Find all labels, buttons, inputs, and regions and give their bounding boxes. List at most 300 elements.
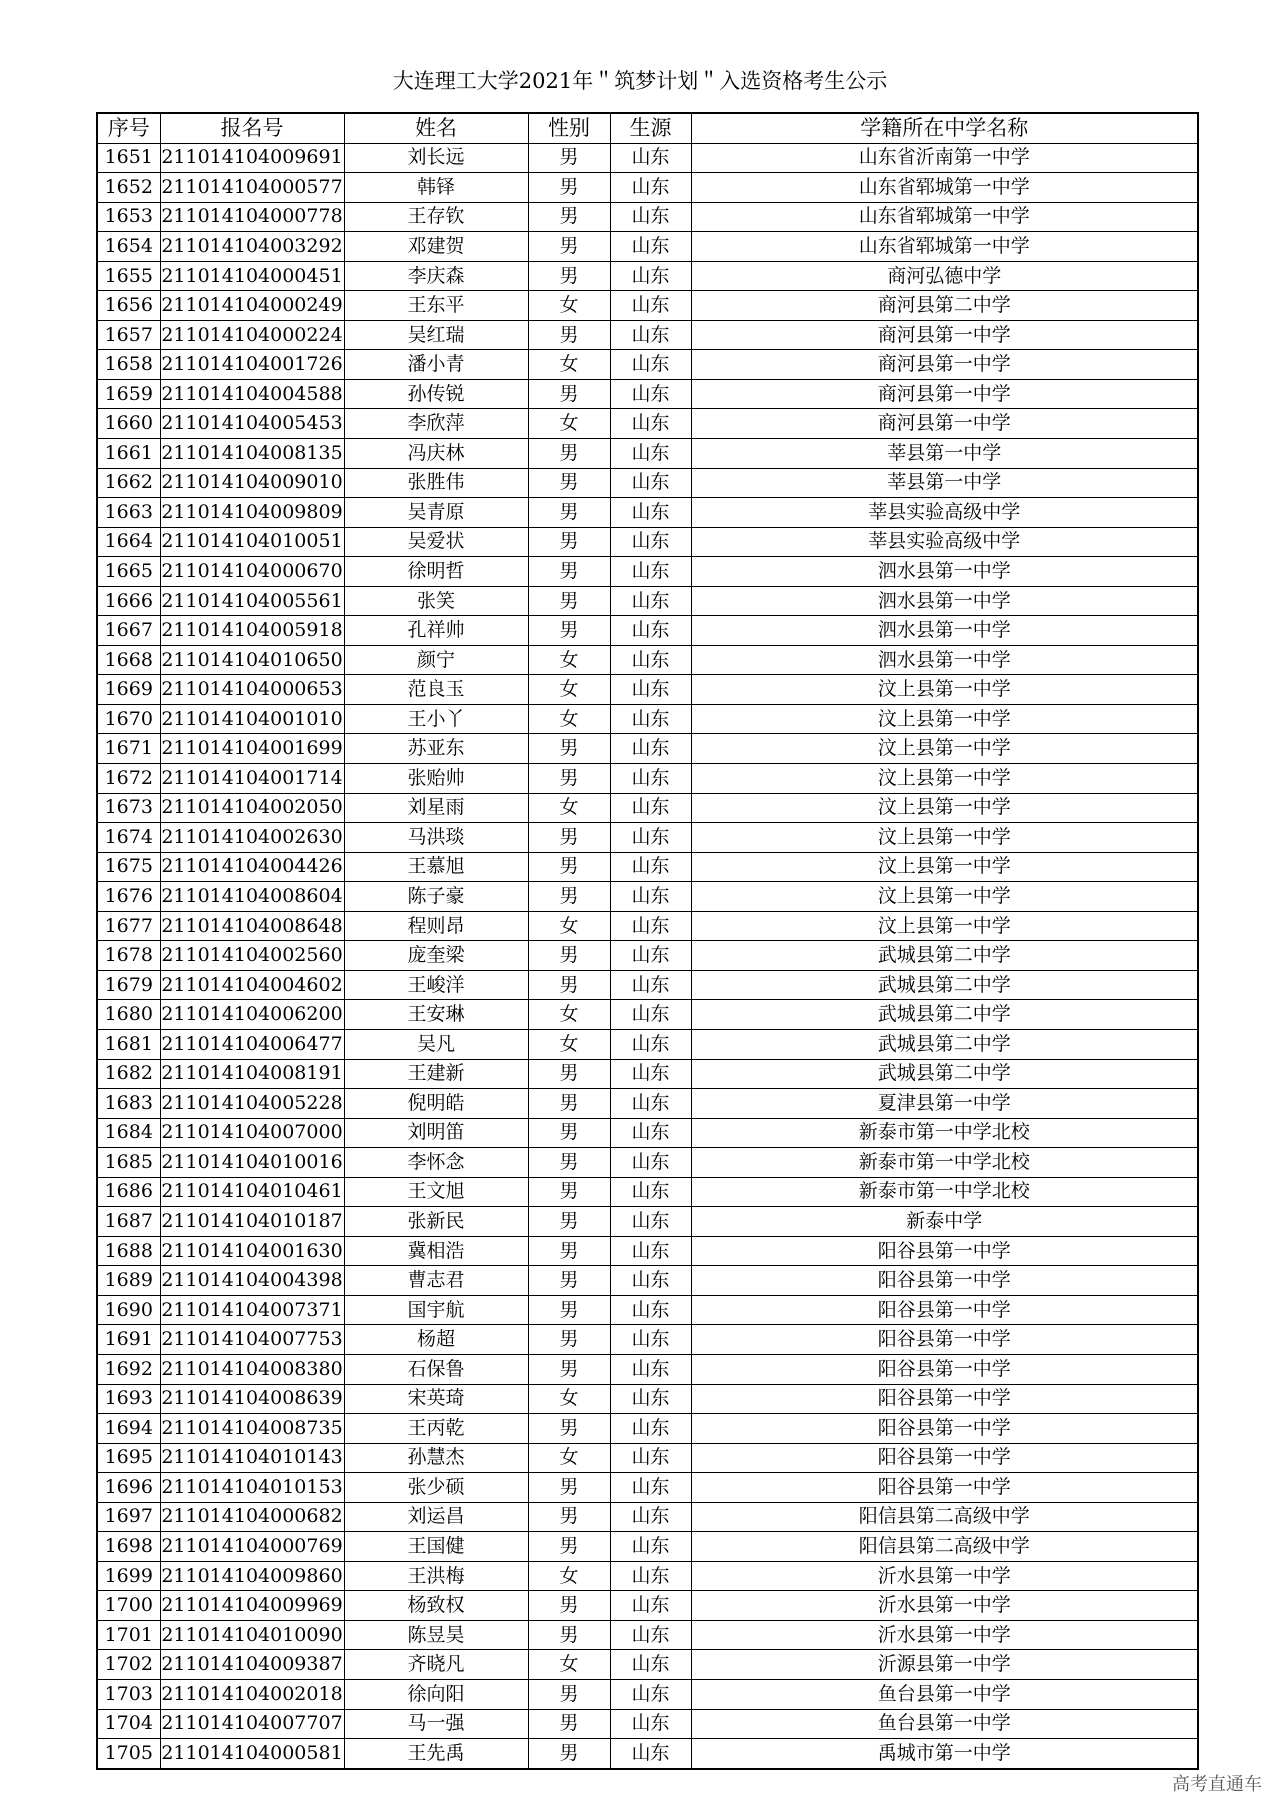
cell-origin: 山东	[610, 143, 691, 173]
cell-school: 武城县第二中学	[691, 1059, 1198, 1089]
cell-name: 王洪梅	[344, 1561, 528, 1591]
cell-school: 莘县实验高级中学	[691, 527, 1198, 557]
cell-name: 范良玉	[344, 675, 528, 705]
table-row	[97, 498, 1198, 528]
cell-school: 新泰市第一中学北校	[691, 1177, 1198, 1207]
table-row	[97, 1414, 1198, 1444]
cell-name: 王小丫	[344, 704, 528, 734]
cell-school: 阳谷县第一中学	[691, 1443, 1198, 1473]
table-row	[97, 823, 1198, 853]
cell-registration-no: 211014104000581	[160, 1739, 344, 1769]
cell-index: 1689	[97, 1266, 160, 1296]
cell-registration-no: 211014104007753	[160, 1325, 344, 1355]
cell-origin: 山东	[610, 498, 691, 528]
table-row	[97, 675, 1198, 705]
cell-registration-no: 211014104008135	[160, 439, 344, 469]
student-table	[96, 112, 1199, 1770]
cell-index: 1696	[97, 1473, 160, 1503]
cell-school: 汶上县第一中学	[691, 704, 1198, 734]
page-title: 大连理工大学2021年＂筑梦计划＂入选资格考生公示	[392, 69, 888, 93]
cell-origin: 山东	[610, 1029, 691, 1059]
cell-gender: 男	[528, 1620, 610, 1650]
cell-gender: 男	[528, 1532, 610, 1562]
cell-name: 张新民	[344, 1207, 528, 1237]
col-header-gender: 性别	[528, 113, 610, 143]
cell-gender: 男	[528, 941, 610, 971]
cell-gender: 男	[528, 498, 610, 528]
cell-index: 1702	[97, 1650, 160, 1680]
cell-name: 王建新	[344, 1059, 528, 1089]
cell-school: 沂水县第一中学	[691, 1591, 1198, 1621]
cell-registration-no: 211014104007000	[160, 1118, 344, 1148]
cell-gender: 女	[528, 1029, 610, 1059]
cell-school: 鱼台县第一中学	[691, 1709, 1198, 1739]
cell-name: 刘星雨	[344, 793, 528, 823]
cell-index: 1664	[97, 527, 160, 557]
cell-origin: 山东	[610, 941, 691, 971]
cell-school: 沂水县第一中学	[691, 1620, 1198, 1650]
cell-registration-no: 211014104008380	[160, 1354, 344, 1384]
cell-origin: 山东	[610, 1532, 691, 1562]
table-row	[97, 409, 1198, 439]
table-row	[97, 1532, 1198, 1562]
cell-gender: 男	[528, 1679, 610, 1709]
cell-school: 汶上县第一中学	[691, 882, 1198, 912]
cell-gender: 女	[528, 645, 610, 675]
cell-name: 倪明皓	[344, 1089, 528, 1119]
cell-index: 1688	[97, 1236, 160, 1266]
cell-index: 1658	[97, 350, 160, 380]
cell-school: 阳谷县第一中学	[691, 1414, 1198, 1444]
cell-index: 1666	[97, 586, 160, 616]
cell-name: 宋英琦	[344, 1384, 528, 1414]
cell-gender: 女	[528, 1000, 610, 1030]
cell-registration-no: 211014104000249	[160, 291, 344, 321]
cell-gender: 男	[528, 1591, 610, 1621]
table-row	[97, 557, 1198, 587]
cell-index: 1655	[97, 261, 160, 291]
cell-origin: 山东	[610, 1148, 691, 1178]
cell-registration-no: 211014104009809	[160, 498, 344, 528]
cell-gender: 男	[528, 734, 610, 764]
cell-name: 石保鲁	[344, 1354, 528, 1384]
cell-registration-no: 211014104002630	[160, 823, 344, 853]
cell-origin: 山东	[610, 970, 691, 1000]
cell-gender: 女	[528, 1561, 610, 1591]
cell-origin: 山东	[610, 1266, 691, 1296]
cell-name: 冯庆林	[344, 439, 528, 469]
table-row	[97, 202, 1198, 232]
cell-name: 潘小青	[344, 350, 528, 380]
table-row	[97, 1679, 1198, 1709]
table-row	[97, 1620, 1198, 1650]
cell-school: 阳信县第二高级中学	[691, 1502, 1198, 1532]
cell-origin: 山东	[610, 320, 691, 350]
cell-registration-no: 211014104005453	[160, 409, 344, 439]
cell-index: 1695	[97, 1443, 160, 1473]
cell-gender: 女	[528, 911, 610, 941]
cell-school: 商河县第一中学	[691, 320, 1198, 350]
table-row	[97, 1384, 1198, 1414]
cell-origin: 山东	[610, 1236, 691, 1266]
cell-origin: 山东	[610, 1089, 691, 1119]
cell-registration-no: 211014104010650	[160, 645, 344, 675]
cell-index: 1698	[97, 1532, 160, 1562]
cell-registration-no: 211014104008735	[160, 1414, 344, 1444]
cell-name: 张少硕	[344, 1473, 528, 1503]
cell-origin: 山东	[610, 911, 691, 941]
cell-origin: 山东	[610, 675, 691, 705]
table-row	[97, 645, 1198, 675]
table-row	[97, 468, 1198, 498]
cell-index: 1690	[97, 1295, 160, 1325]
cell-gender: 男	[528, 764, 610, 794]
table-row	[97, 970, 1198, 1000]
cell-registration-no: 211014104006200	[160, 1000, 344, 1030]
cell-registration-no: 211014104010016	[160, 1148, 344, 1178]
cell-school: 武城县第二中学	[691, 1029, 1198, 1059]
cell-school: 阳谷县第一中学	[691, 1236, 1198, 1266]
cell-origin: 山东	[610, 1739, 691, 1769]
cell-school: 汶上县第一中学	[691, 911, 1198, 941]
cell-name: 孔祥帅	[344, 616, 528, 646]
table-row	[97, 261, 1198, 291]
cell-school: 汶上县第一中学	[691, 852, 1198, 882]
cell-name: 王慕旭	[344, 852, 528, 882]
cell-school: 泗水县第一中学	[691, 616, 1198, 646]
cell-origin: 山东	[610, 882, 691, 912]
cell-name: 国宇航	[344, 1295, 528, 1325]
cell-registration-no: 211014104005228	[160, 1089, 344, 1119]
col-header-school: 学籍所在中学名称	[691, 113, 1198, 143]
cell-gender: 女	[528, 1384, 610, 1414]
cell-gender: 男	[528, 1739, 610, 1769]
cell-gender: 女	[528, 350, 610, 380]
cell-origin: 山东	[610, 764, 691, 794]
cell-gender: 男	[528, 261, 610, 291]
cell-origin: 山东	[610, 350, 691, 380]
table-row	[97, 1207, 1198, 1237]
cell-gender: 男	[528, 557, 610, 587]
cell-index: 1699	[97, 1561, 160, 1591]
cell-origin: 山东	[610, 1354, 691, 1384]
cell-school: 莘县第一中学	[691, 439, 1198, 469]
cell-origin: 山东	[610, 1561, 691, 1591]
cell-index: 1675	[97, 852, 160, 882]
cell-index: 1662	[97, 468, 160, 498]
table-row	[97, 527, 1198, 557]
cell-registration-no: 211014104000769	[160, 1532, 344, 1562]
cell-registration-no: 211014104010090	[160, 1620, 344, 1650]
cell-index: 1682	[97, 1059, 160, 1089]
cell-school: 阳谷县第一中学	[691, 1325, 1198, 1355]
cell-origin: 山东	[610, 202, 691, 232]
table-row	[97, 439, 1198, 469]
cell-school: 商河县第一中学	[691, 409, 1198, 439]
cell-gender: 男	[528, 1177, 610, 1207]
cell-origin: 山东	[610, 1443, 691, 1473]
cell-name: 张笑	[344, 586, 528, 616]
table-row	[97, 911, 1198, 941]
cell-index: 1677	[97, 911, 160, 941]
table-row	[97, 1029, 1198, 1059]
cell-gender: 女	[528, 409, 610, 439]
cell-name: 张胜伟	[344, 468, 528, 498]
cell-registration-no: 211014104000224	[160, 320, 344, 350]
cell-origin: 山东	[610, 586, 691, 616]
cell-name: 陈子豪	[344, 882, 528, 912]
cell-gender: 女	[528, 1443, 610, 1473]
table-row	[97, 1000, 1198, 1030]
table-row	[97, 1295, 1198, 1325]
cell-school: 夏津县第一中学	[691, 1089, 1198, 1119]
cell-name: 邓建贺	[344, 232, 528, 262]
cell-origin: 山东	[610, 409, 691, 439]
cell-index: 1671	[97, 734, 160, 764]
cell-school: 汶上县第一中学	[691, 823, 1198, 853]
table-row	[97, 616, 1198, 646]
cell-registration-no: 211014104009969	[160, 1591, 344, 1621]
cell-registration-no: 211014104000682	[160, 1502, 344, 1532]
cell-name: 王先禹	[344, 1739, 528, 1769]
cell-school: 新泰中学	[691, 1207, 1198, 1237]
cell-school: 商河县第一中学	[691, 350, 1198, 380]
table-row	[97, 941, 1198, 971]
cell-gender: 男	[528, 1236, 610, 1266]
cell-origin: 山东	[610, 1414, 691, 1444]
cell-registration-no: 211014104008604	[160, 882, 344, 912]
cell-index: 1701	[97, 1620, 160, 1650]
cell-gender: 女	[528, 704, 610, 734]
cell-origin: 山东	[610, 261, 691, 291]
cell-registration-no: 211014104009691	[160, 143, 344, 173]
cell-index: 1700	[97, 1591, 160, 1621]
cell-gender: 男	[528, 379, 610, 409]
cell-index: 1676	[97, 882, 160, 912]
cell-registration-no: 211014104001630	[160, 1236, 344, 1266]
cell-gender: 女	[528, 793, 610, 823]
cell-name: 颜宁	[344, 645, 528, 675]
cell-school: 商河县第一中学	[691, 379, 1198, 409]
cell-index: 1697	[97, 1502, 160, 1532]
cell-school: 武城县第二中学	[691, 941, 1198, 971]
cell-name: 刘运昌	[344, 1502, 528, 1532]
cell-gender: 男	[528, 202, 610, 232]
cell-registration-no: 211014104000451	[160, 261, 344, 291]
cell-registration-no: 211014104001010	[160, 704, 344, 734]
cell-origin: 山东	[610, 1502, 691, 1532]
cell-origin: 山东	[610, 616, 691, 646]
cell-gender: 男	[528, 527, 610, 557]
table-row	[97, 1473, 1198, 1503]
cell-gender: 男	[528, 1295, 610, 1325]
cell-registration-no: 211014104007371	[160, 1295, 344, 1325]
cell-school: 阳谷县第一中学	[691, 1354, 1198, 1384]
cell-name: 庞奎梁	[344, 941, 528, 971]
cell-origin: 山东	[610, 1473, 691, 1503]
cell-school: 阳谷县第一中学	[691, 1295, 1198, 1325]
col-header-name: 姓名	[344, 113, 528, 143]
cell-registration-no: 211014104000577	[160, 173, 344, 203]
cell-registration-no: 211014104008191	[160, 1059, 344, 1089]
cell-name: 程则昂	[344, 911, 528, 941]
cell-gender: 男	[528, 1502, 610, 1532]
cell-index: 1681	[97, 1029, 160, 1059]
cell-origin: 山东	[610, 291, 691, 321]
table-row	[97, 764, 1198, 794]
cell-registration-no: 211014104004588	[160, 379, 344, 409]
cell-gender: 男	[528, 439, 610, 469]
table-row	[97, 852, 1198, 882]
col-header-origin: 生源	[610, 113, 691, 143]
cell-origin: 山东	[610, 1384, 691, 1414]
cell-school: 汶上县第一中学	[691, 764, 1198, 794]
cell-registration-no: 211014104009010	[160, 468, 344, 498]
cell-name: 李怀念	[344, 1148, 528, 1178]
cell-origin: 山东	[610, 1295, 691, 1325]
cell-name: 徐明哲	[344, 557, 528, 587]
cell-index: 1687	[97, 1207, 160, 1237]
cell-name: 王东平	[344, 291, 528, 321]
cell-origin: 山东	[610, 1000, 691, 1030]
table-row	[97, 143, 1198, 173]
table-row	[97, 1591, 1198, 1621]
cell-index: 1705	[97, 1739, 160, 1769]
cell-index: 1652	[97, 173, 160, 203]
cell-name: 曹志君	[344, 1266, 528, 1296]
table-row	[97, 1118, 1198, 1148]
cell-registration-no: 211014104007707	[160, 1709, 344, 1739]
cell-name: 韩铎	[344, 173, 528, 203]
cell-registration-no: 211014104001726	[160, 350, 344, 380]
table-row	[97, 1059, 1198, 1089]
cell-registration-no: 211014104010153	[160, 1473, 344, 1503]
cell-gender: 男	[528, 1266, 610, 1296]
cell-gender: 男	[528, 970, 610, 1000]
cell-school: 武城县第二中学	[691, 1000, 1198, 1030]
cell-index: 1669	[97, 675, 160, 705]
table-row	[97, 1089, 1198, 1119]
table-row	[97, 1177, 1198, 1207]
cell-name: 张贻帅	[344, 764, 528, 794]
cell-name: 刘长远	[344, 143, 528, 173]
table-row	[97, 1709, 1198, 1739]
table-row	[97, 1739, 1198, 1769]
cell-origin: 山东	[610, 793, 691, 823]
cell-gender: 男	[528, 1059, 610, 1089]
cell-name: 王安琳	[344, 1000, 528, 1030]
cell-gender: 女	[528, 675, 610, 705]
cell-name: 吴爱状	[344, 527, 528, 557]
cell-origin: 山东	[610, 1679, 691, 1709]
table-row	[97, 1502, 1198, 1532]
cell-registration-no: 211014104002018	[160, 1679, 344, 1709]
cell-origin: 山东	[610, 1650, 691, 1680]
cell-gender: 男	[528, 320, 610, 350]
cell-index: 1657	[97, 320, 160, 350]
cell-index: 1670	[97, 704, 160, 734]
cell-gender: 男	[528, 468, 610, 498]
table-row	[97, 379, 1198, 409]
cell-name: 马洪琰	[344, 823, 528, 853]
cell-name: 王国健	[344, 1532, 528, 1562]
cell-origin: 山东	[610, 734, 691, 764]
cell-registration-no: 211014104010187	[160, 1207, 344, 1237]
cell-school: 汶上县第一中学	[691, 734, 1198, 764]
cell-origin: 山东	[610, 704, 691, 734]
cell-index: 1651	[97, 143, 160, 173]
cell-index: 1654	[97, 232, 160, 262]
cell-gender: 女	[528, 1650, 610, 1680]
cell-gender: 男	[528, 1089, 610, 1119]
cell-origin: 山东	[610, 1591, 691, 1621]
cell-index: 1656	[97, 291, 160, 321]
table-row	[97, 734, 1198, 764]
cell-registration-no: 211014104000653	[160, 675, 344, 705]
cell-registration-no: 211014104000778	[160, 202, 344, 232]
cell-index: 1667	[97, 616, 160, 646]
cell-school: 莘县第一中学	[691, 468, 1198, 498]
table-row	[97, 320, 1198, 350]
cell-origin: 山东	[610, 1620, 691, 1650]
table-row	[97, 1650, 1198, 1680]
cell-registration-no: 211014104006477	[160, 1029, 344, 1059]
cell-index: 1659	[97, 379, 160, 409]
cell-school: 汶上县第一中学	[691, 675, 1198, 705]
table-row	[97, 1354, 1198, 1384]
cell-school: 沂源县第一中学	[691, 1650, 1198, 1680]
cell-gender: 女	[528, 291, 610, 321]
cell-registration-no: 211014104005561	[160, 586, 344, 616]
cell-registration-no: 211014104004398	[160, 1266, 344, 1296]
cell-origin: 山东	[610, 1709, 691, 1739]
cell-registration-no: 211014104001714	[160, 764, 344, 794]
cell-name: 王存钦	[344, 202, 528, 232]
cell-name: 齐晓凡	[344, 1650, 528, 1680]
table-header-row	[97, 113, 1198, 143]
table-row	[97, 704, 1198, 734]
cell-index: 1660	[97, 409, 160, 439]
table-row	[97, 793, 1198, 823]
cell-name: 苏亚东	[344, 734, 528, 764]
cell-origin: 山东	[610, 173, 691, 203]
cell-school: 新泰市第一中学北校	[691, 1118, 1198, 1148]
cell-name: 李欣萍	[344, 409, 528, 439]
cell-index: 1678	[97, 941, 160, 971]
cell-school: 阳谷县第一中学	[691, 1473, 1198, 1503]
cell-origin: 山东	[610, 645, 691, 675]
table-row	[97, 1236, 1198, 1266]
table-row	[97, 350, 1198, 380]
cell-origin: 山东	[610, 557, 691, 587]
cell-school: 阳谷县第一中学	[691, 1266, 1198, 1296]
cell-school: 沂水县第一中学	[691, 1561, 1198, 1591]
cell-origin: 山东	[610, 1177, 691, 1207]
cell-school: 山东省沂南第一中学	[691, 143, 1198, 173]
cell-name: 吴红瑞	[344, 320, 528, 350]
cell-registration-no: 211014104010461	[160, 1177, 344, 1207]
table-row	[97, 882, 1198, 912]
cell-origin: 山东	[610, 823, 691, 853]
cell-registration-no: 211014104003292	[160, 232, 344, 262]
cell-school: 汶上县第一中学	[691, 793, 1198, 823]
cell-registration-no: 211014104009387	[160, 1650, 344, 1680]
cell-gender: 男	[528, 616, 610, 646]
cell-name: 吴凡	[344, 1029, 528, 1059]
cell-origin: 山东	[610, 379, 691, 409]
cell-index: 1653	[97, 202, 160, 232]
cell-school: 鱼台县第一中学	[691, 1679, 1198, 1709]
